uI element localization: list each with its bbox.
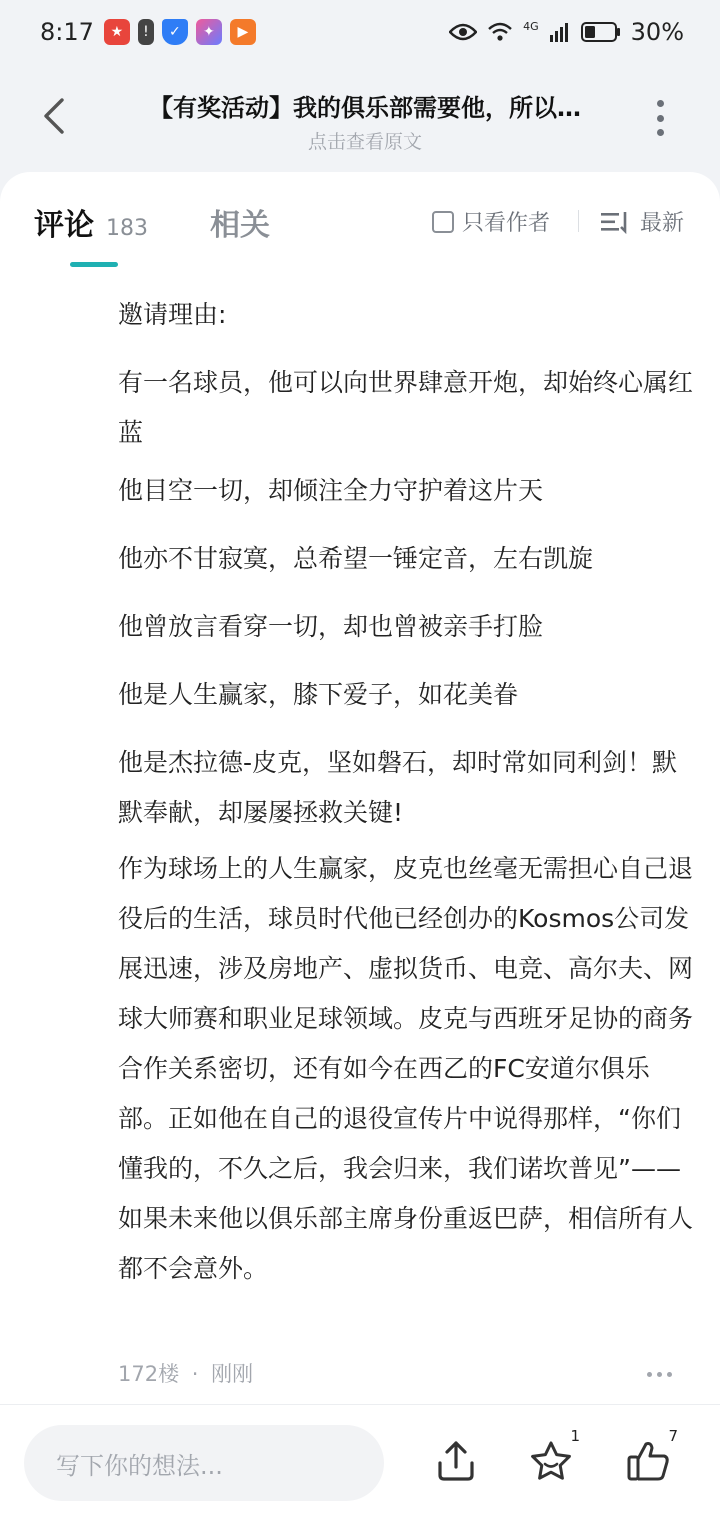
- back-arrow-icon: [34, 92, 74, 140]
- signal-icon: [549, 21, 571, 43]
- comment-body: [118, 290, 693, 1312]
- shield-icon: ✓: [162, 19, 188, 45]
- notification-icons: [104, 19, 256, 45]
- app-notification-icon: ★: [104, 19, 130, 45]
- tabs-bar: [0, 196, 720, 270]
- alert-icon: !: [138, 19, 154, 45]
- sort-button[interactable]: [600, 206, 684, 237]
- more-dot: [667, 1372, 672, 1377]
- tabs-divider: [578, 210, 579, 232]
- paragraph: 作为球场上的人生赢家，皮克也丝毫无需担心自己退役后的生活，球员时代他已经创办的Kosmos公司发展迅速，涉及房地产、虚拟货币、电竞、高尔夫、网球大师赛和职业足球领域。皮克与西班牙足协的商务合作关系密切，还有如今在西乙的FC安道尔俱乐部。正如他在自己的退役宣传片中说得那样，“你们懂我的，不久之后，我会归来，我们诺坎普见”——如果未来他以俱乐部主席身份重返巴萨，相信所有人都不会意外。: [118, 854, 694, 1283]
- paragraph: 他曾放言看穿一切，却也曾被亲手打脸: [118, 612, 544, 641]
- tab-comments-label: 评论: [34, 208, 94, 243]
- like-count: 7: [668, 1427, 678, 1445]
- bottom-bar: [0, 1404, 720, 1520]
- top-bar: [0, 64, 720, 170]
- more-dot: [657, 1372, 662, 1377]
- sort-label: 最新: [640, 211, 685, 236]
- meta-separator: ·: [191, 1362, 199, 1386]
- status-time: 8:17: [40, 18, 94, 46]
- paragraph: 他目空一切，却倾注全力守护着这片天: [118, 476, 544, 505]
- comment-meta: [118, 1358, 253, 1388]
- network-type: 4G: [523, 20, 539, 33]
- page-title: 【有奖活动】我的俱乐部需要他，所以…: [149, 94, 581, 122]
- comment-more-button[interactable]: [647, 1372, 672, 1377]
- paragraph: 他是人生赢家，膝下爱子，如花美眷: [118, 680, 519, 709]
- battery-icon: [581, 21, 621, 43]
- paragraph: 他是杰拉德-皮克，坚如磐石，却时常如同利剑！默默奉献，却屡屡拯救关键!: [118, 748, 678, 827]
- wifi-icon: [487, 21, 513, 43]
- author-only-checkbox[interactable]: [432, 211, 454, 233]
- play-icon: ▶: [230, 19, 256, 45]
- more-dot: [657, 115, 664, 122]
- star-icon: [528, 1439, 574, 1483]
- paragraph: 有一名球员，他可以向世界肆意开炮，却始终心属红蓝: [118, 368, 694, 447]
- more-dot: [657, 100, 664, 107]
- back-button[interactable]: [34, 92, 74, 140]
- eye-icon: [449, 22, 477, 42]
- comment-count: 183: [106, 216, 148, 241]
- more-dot: [657, 129, 664, 136]
- post-time: 刚刚: [211, 1362, 254, 1386]
- tab-related[interactable]: 相关: [210, 208, 270, 243]
- battery-percent: 30%: [630, 18, 684, 46]
- more-dot: [647, 1372, 652, 1377]
- thumbs-up-icon: [626, 1439, 672, 1483]
- share-icon: [434, 1439, 478, 1483]
- active-tab-indicator: [70, 262, 118, 267]
- floor-number: 172楼: [118, 1362, 180, 1386]
- comment-card: [0, 172, 720, 1404]
- share-button[interactable]: [434, 1439, 478, 1483]
- paragraph: 邀请理由:: [118, 300, 227, 329]
- title-area[interactable]: [110, 88, 620, 154]
- paragraph: 他亦不甘寂寞，总希望一锤定音，左右凯旋: [118, 544, 594, 573]
- author-only-toggle[interactable]: [432, 206, 550, 237]
- app-icon: ✦: [196, 19, 222, 45]
- author-only-label: 只看作者: [462, 211, 551, 236]
- favorite-button[interactable]: [528, 1427, 580, 1483]
- sort-icon: [600, 210, 630, 234]
- more-options-button[interactable]: [646, 98, 674, 138]
- comment-input[interactable]: 写下你的想法...: [24, 1425, 384, 1501]
- status-bar: [0, 0, 720, 64]
- system-status: [449, 18, 684, 46]
- like-button[interactable]: [626, 1427, 678, 1483]
- favorite-count: 1: [570, 1427, 580, 1445]
- view-original-link[interactable]: 点击查看原文: [307, 131, 422, 153]
- tab-comments[interactable]: [34, 200, 148, 244]
